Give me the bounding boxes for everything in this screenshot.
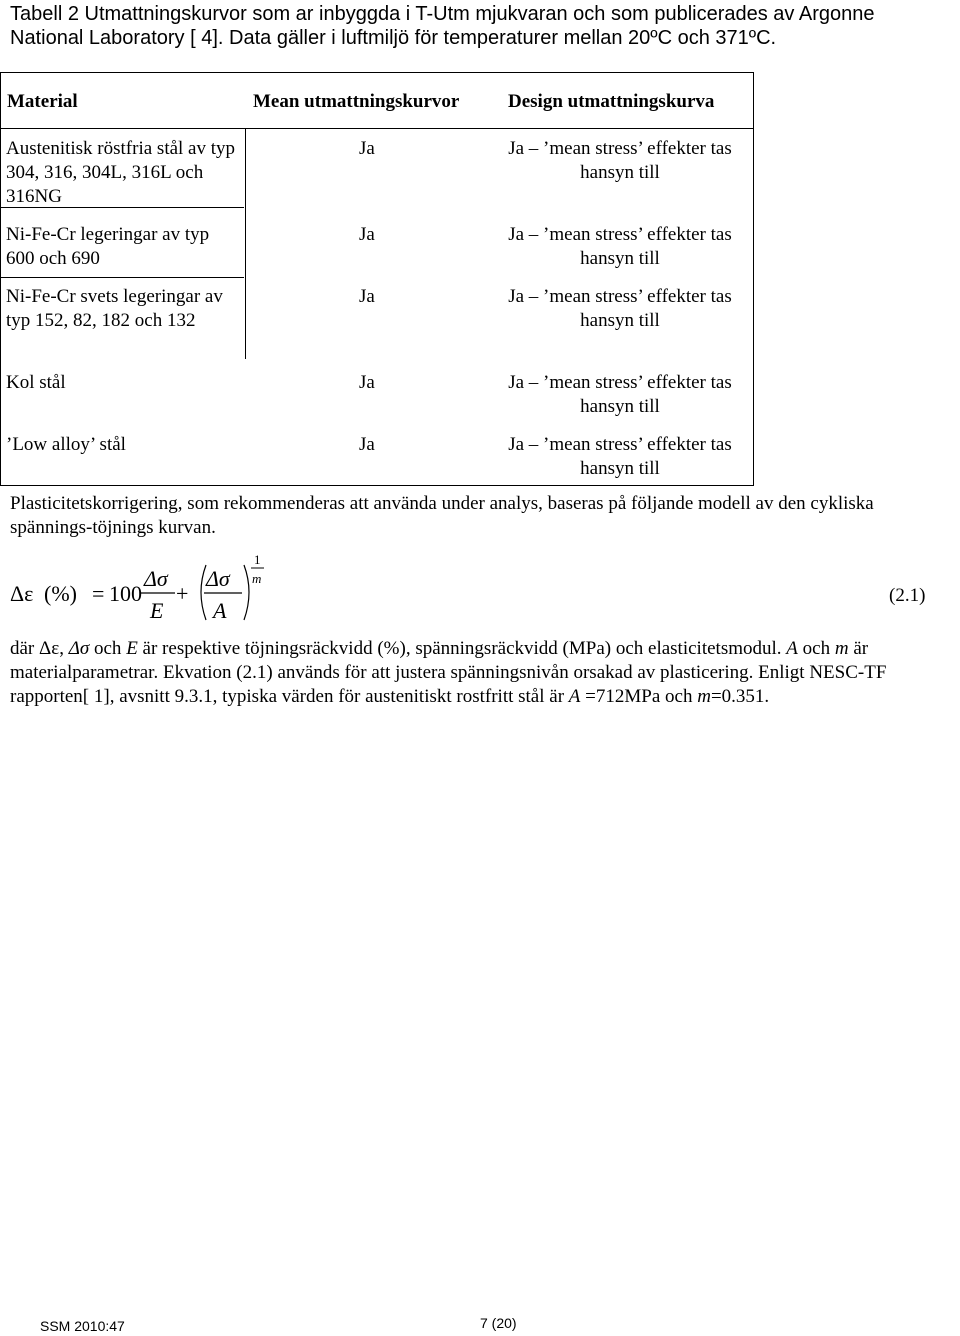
header-design: Design utmattningskurva (508, 91, 715, 112)
symbol-E: E (126, 638, 138, 659)
material-cell: Ni-Fe-Cr legeringar av typ 600 och 690 (6, 224, 210, 269)
equation-number: (2.1) (889, 585, 926, 606)
design-cell: Ja – ’mean stress’ effekter tas hansyn till (508, 224, 732, 269)
para2-text: är materialparametrar. Ekvation (2.1) används för att justera spänningsnivån orsakad av plasticering. Enligt NESC-TF rapporten[ 1], avsnitt 9.3.1, typiska värden för austenitiskt rostfritt stål är (10, 638, 887, 707)
symbol-A: A (786, 638, 798, 659)
para2-text: =712MPa och (580, 686, 698, 707)
lhs-argument: (%) (44, 581, 77, 606)
symbol-delta-epsilon: Δε (39, 638, 60, 659)
symbol-delta-sigma: Δσ (68, 638, 90, 659)
fraction2-numerator: Δσ (206, 566, 230, 591)
equals-sign: = (92, 581, 105, 606)
material-cell: ’Low alloy’ stål (6, 434, 126, 455)
material-cell: Kol stål (6, 372, 66, 393)
lhs-symbol: Δε (10, 581, 34, 606)
mean-cell: Ja (359, 286, 375, 307)
para2-text: där (10, 638, 40, 659)
coefficient: 100 (109, 581, 142, 606)
para2-text: =0.351. (710, 686, 770, 707)
fraction1-denominator: E (150, 598, 164, 623)
definitions-paragraph (10, 637, 955, 709)
fraction1-numerator: Δσ (144, 566, 168, 591)
para2-text: och (89, 638, 127, 659)
symbol-m: m (834, 638, 849, 659)
table-column-rule (245, 128, 246, 359)
plasticity-paragraph: Plasticitetskorrigering, som rekommenderas att använda under analys, baseras på följande modell av den cykliska spännings-töjnings kurvan. (10, 493, 874, 538)
design-cell: Ja – ’mean stress’ effekter tas hansyn till (508, 434, 732, 479)
para2-text: , (59, 638, 69, 659)
mean-cell: Ja (359, 224, 375, 245)
exponent-denominator: m (252, 571, 262, 586)
equation-2-1 (10, 550, 940, 630)
mean-cell: Ja (359, 372, 375, 393)
footer-page-number: 7 (20) (480, 1315, 517, 1331)
symbol-A: A (568, 686, 581, 707)
fraction2-denominator: A (213, 598, 227, 623)
design-cell: Ja – ’mean stress’ effekter tas hansyn till (508, 286, 732, 331)
header-material: Material (7, 91, 78, 112)
table-caption (10, 2, 910, 50)
table-rule (1, 277, 244, 278)
plus-sign: + (176, 581, 189, 606)
right-paren (244, 565, 249, 620)
material-cell: Ni-Fe-Cr svets legeringar av typ 152, 82, 182 och 132 (6, 286, 223, 331)
para2-text: är respektive töjningsräckvidd (%), spänningsräckvidd (MPa) och elasticitetsmodul. (137, 638, 787, 659)
table-rule (1, 128, 753, 129)
fatigue-curves-table (0, 72, 754, 486)
footer-report-id: SSM 2010:47 (40, 1318, 125, 1334)
mean-cell: Ja (359, 434, 375, 455)
header-mean: Mean utmattningskurvor (253, 91, 460, 112)
symbol-m: m (697, 686, 711, 707)
design-cell: Ja – ’mean stress’ effekter tas hansyn till (508, 372, 732, 417)
exponent-numerator: 1 (254, 552, 261, 567)
design-cell: Ja – ’mean stress’ effekter tas hansyn till (508, 138, 732, 183)
material-cell: Austenitisk röstfria stål av typ 304, 316, 304L, 316L och 316NG (6, 138, 236, 207)
para2-text: och (797, 638, 835, 659)
caption-prefix: Tabell 2 (10, 3, 79, 25)
mean-cell: Ja (359, 138, 375, 159)
caption-text: Utmattningskurvor som ar inbyggda i T-Utm mjukvaran och som publicerades av Argonne National Laboratory [ 4]. Data gäller i luftmiljö för temperaturer mellan 20ºC och 371ºC. (10, 3, 875, 49)
equation-graphic (10, 550, 940, 630)
